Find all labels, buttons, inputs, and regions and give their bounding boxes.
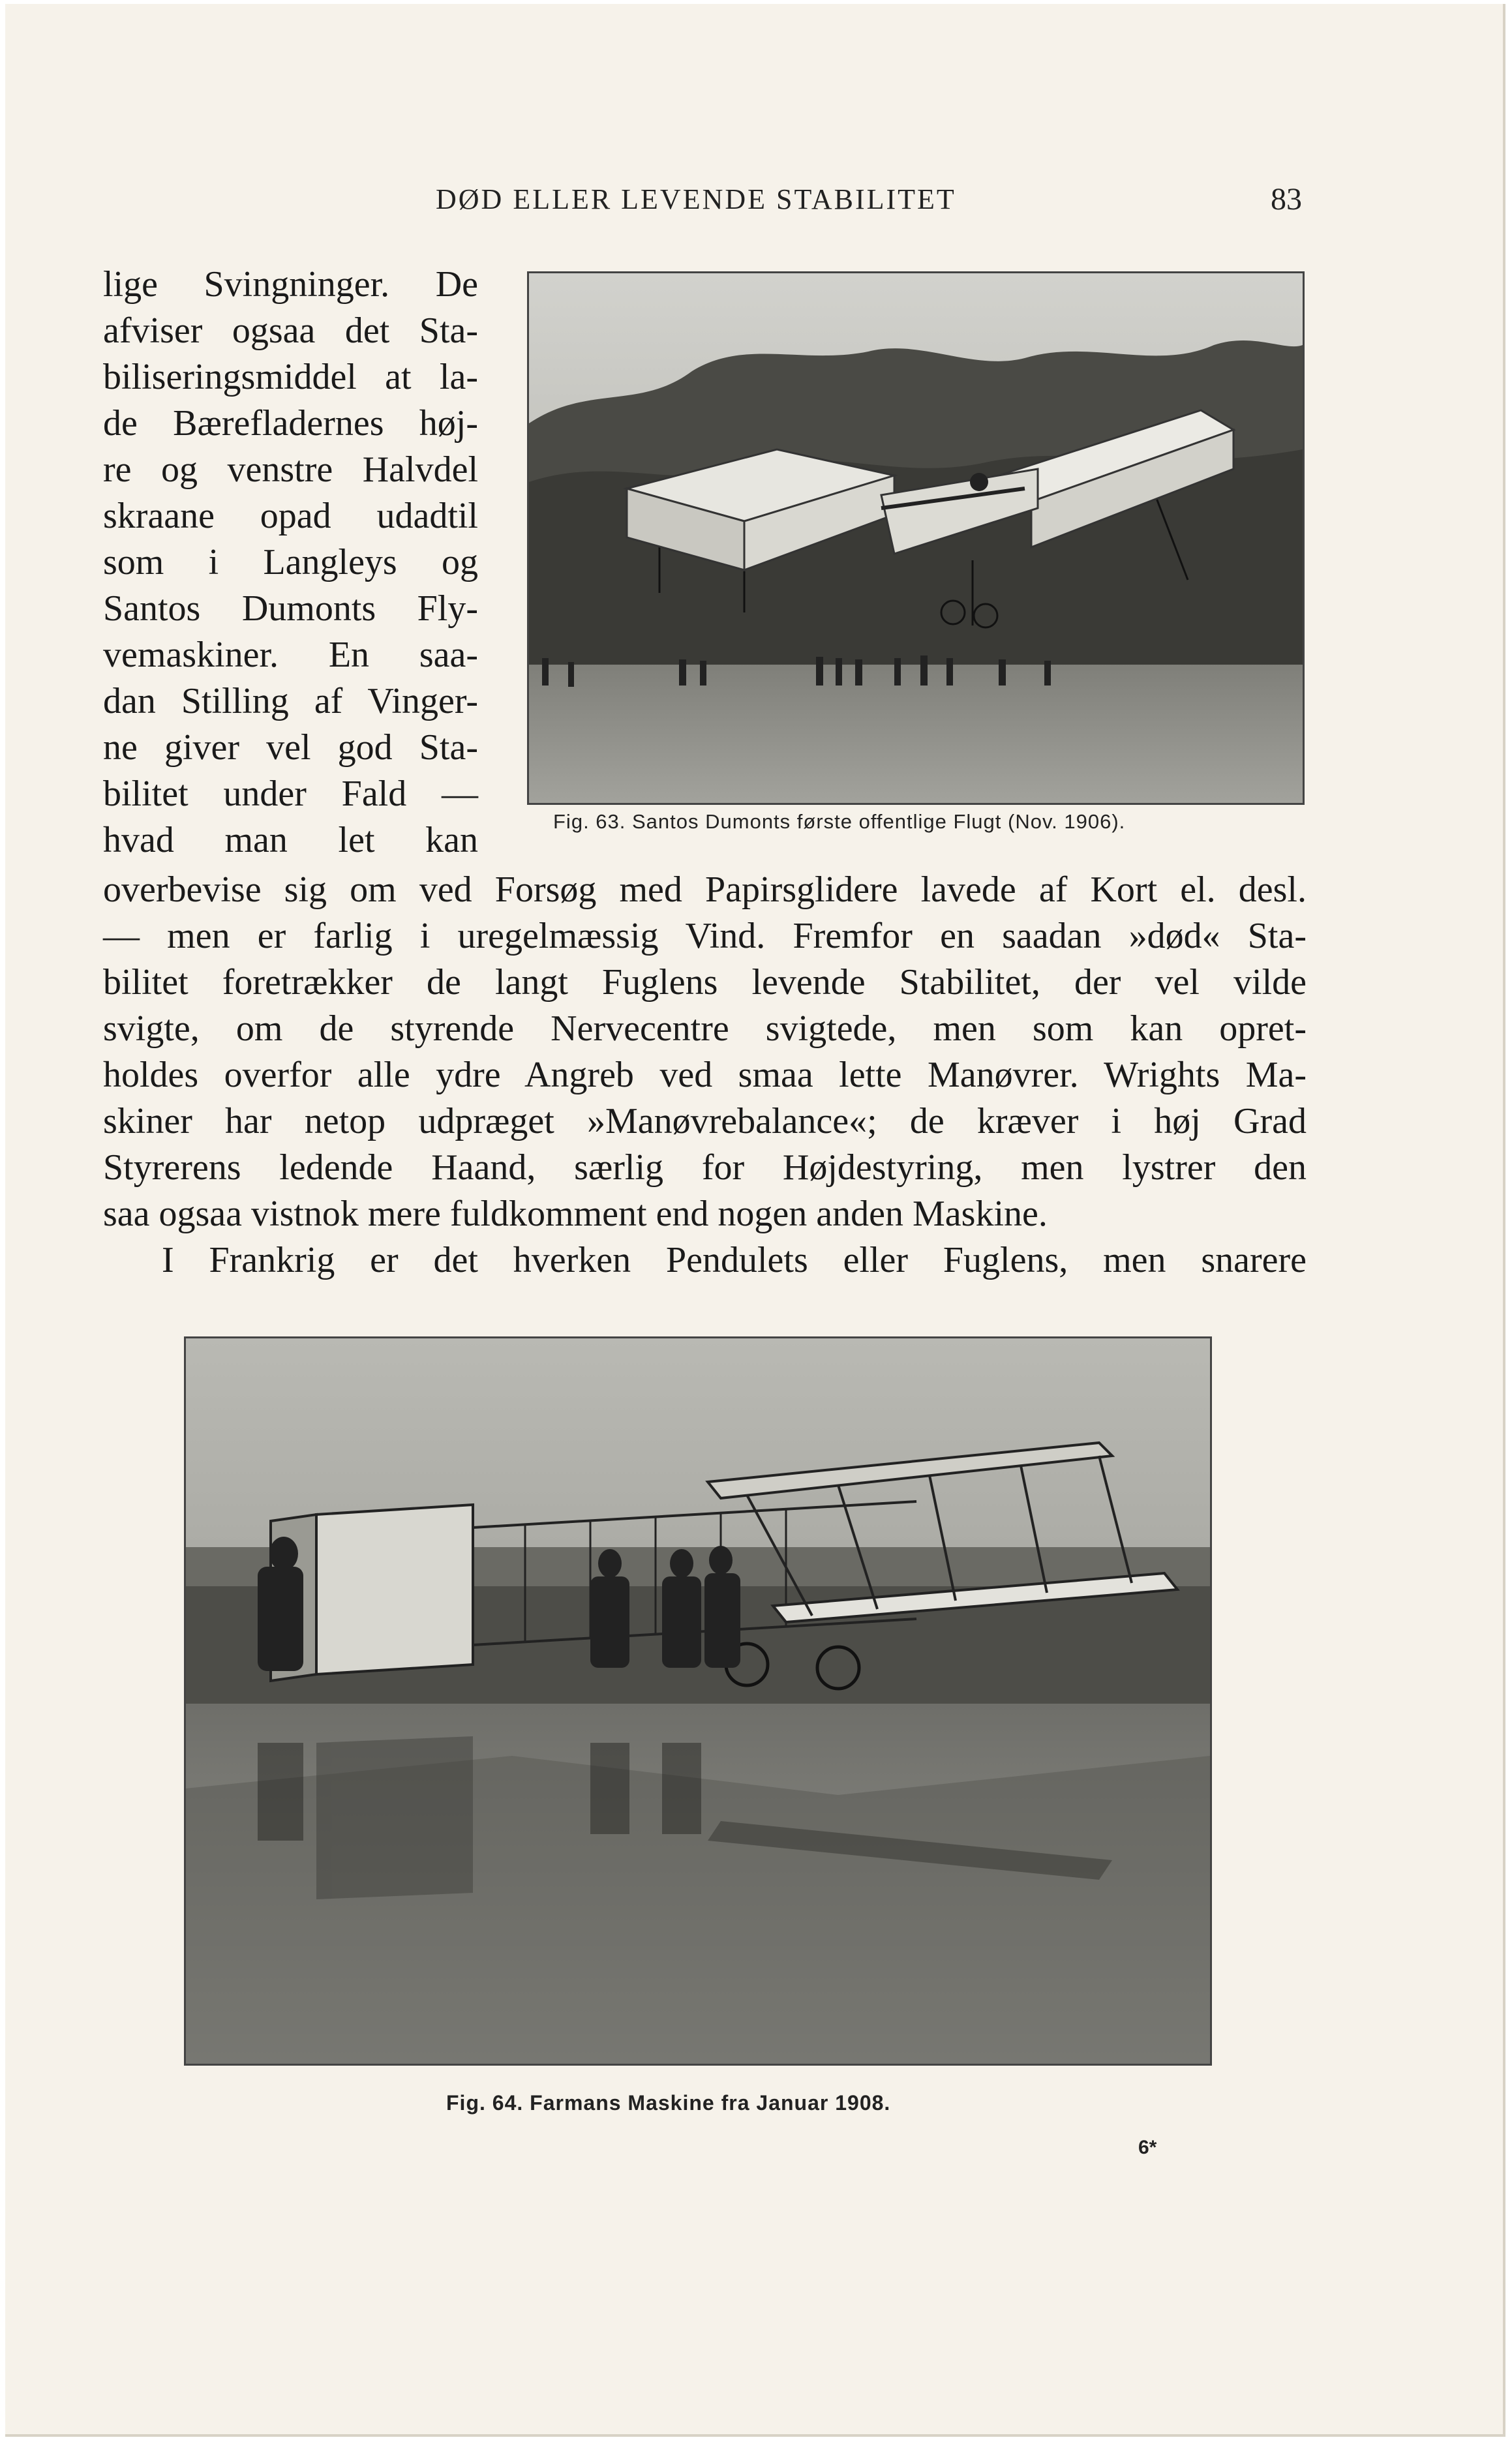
book-page — [5, 4, 1505, 2437]
text-line: overbevise sig om ved Forsøg med Papirsglidere lavede af Kort el. desl. — [103, 869, 1307, 910]
running-head: DØD ELLER LEVENDE STABILITET — [436, 183, 956, 215]
paragraph-narrow-column — [103, 262, 478, 864]
text-line: ne giver vel god Sta- — [103, 727, 478, 768]
text-line: bilitet foretrækker de langt Fuglens levende Stabilitet, der vel vilde — [103, 962, 1307, 1002]
text-line: — men er farlig i uregelmæssig Vind. Fremfor en saadan »død« Sta- — [103, 916, 1307, 956]
page-number: 83 — [1271, 182, 1302, 217]
signature-mark: 6* — [1138, 2137, 1157, 2158]
text-line: de Bærefladernes høj- — [103, 403, 478, 444]
text-line: bilitet under Fald — — [103, 774, 478, 814]
paragraph-start-line: I Frankrig er det hverken Pendulets eller Fuglens, men snarere — [162, 1240, 1307, 1280]
text-line: holdes overfor alle ydre Angreb ved smaa lette Manøvrer. Wrights Ma- — [103, 1055, 1307, 1095]
figure-64-photo — [184, 1336, 1212, 2066]
text-line: hvad man let kan — [103, 820, 478, 860]
figure-63-caption: Fig. 63. Santos Dumonts første offentlige Flugt (Nov. 1906). — [553, 810, 1126, 833]
paragraph-wide — [103, 867, 1307, 1284]
text-line: lige Svingninger. De — [103, 264, 478, 305]
text-line: saa ogsaa vistnok mere fuldkomment end nogen anden Maskine. — [103, 1194, 1048, 1234]
text-line: som i Langleys og — [103, 542, 478, 582]
text-line: afviser ogsaa det Sta- — [103, 310, 478, 351]
figure-63-photo — [527, 271, 1305, 805]
text-line: dan Stilling af Vinger- — [103, 681, 478, 721]
text-line: Styrerens ledende Haand, særlig for Højdestyring, men lystrer den — [103, 1147, 1307, 1188]
text-line: Santos Dumonts Fly- — [103, 588, 478, 629]
text-line: re og venstre Halvdel — [103, 449, 478, 490]
text-line: svigte, om de styrende Nervecentre svigtede, men som kan opret- — [103, 1008, 1307, 1049]
figure-64-caption: Fig. 64. Farmans Maskine fra Januar 1908. — [446, 2091, 891, 2115]
farman-biplane-photo — [186, 1338, 1210, 2064]
text-line: skraane opad udadtil — [103, 496, 478, 536]
text-line: skiner har netop udpræget »Manøvrebalance«; de kræver i høj Grad — [103, 1101, 1307, 1141]
text-line: biliseringsmiddel at la- — [103, 357, 478, 397]
santos-dumont-airplane-photo — [529, 273, 1303, 803]
text-line: vemaskiner. En saa- — [103, 635, 478, 675]
